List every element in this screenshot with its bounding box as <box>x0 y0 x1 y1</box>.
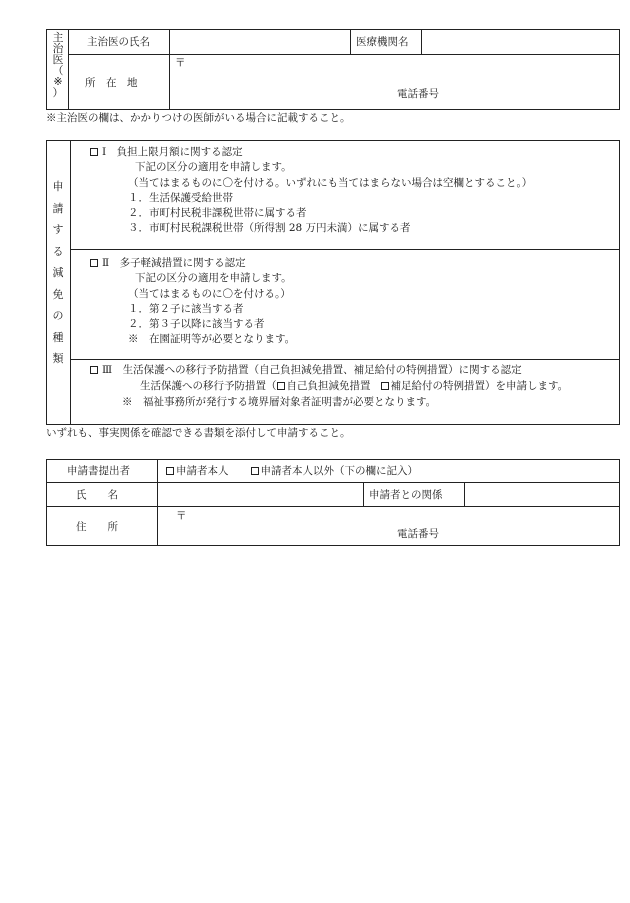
doctor-side-char: ） <box>52 86 64 99</box>
relation-field[interactable] <box>466 484 618 504</box>
self-pay-reduction-checkbox[interactable] <box>277 382 285 390</box>
section2-checkbox[interactable] <box>90 259 98 267</box>
divider <box>464 482 465 506</box>
applicant-phone-label: 電話番号 <box>397 528 439 540</box>
doctor-name-field[interactable] <box>171 31 348 52</box>
submitter-label: 申請書提出者 <box>67 465 130 477</box>
applicant-address-field[interactable] <box>159 508 618 544</box>
doctor-address-label: 所 在 地 <box>85 77 138 89</box>
institution-field[interactable] <box>423 31 618 52</box>
doctor-side-char: ※ <box>53 75 63 88</box>
doctor-side-label <box>51 32 65 98</box>
doctor-name-label: 主治医の氏名 <box>87 36 150 48</box>
reduction-side-char: す <box>52 223 64 236</box>
divider <box>363 482 364 506</box>
submitter-options <box>166 464 418 478</box>
divider <box>350 29 351 54</box>
doctor-side-char: 医 <box>52 53 64 66</box>
reduction-side-char: の <box>52 309 64 322</box>
applicant-self-checkbox[interactable] <box>166 467 174 475</box>
section2-item-2[interactable]: ２．第３子以降に該当する者 <box>128 318 265 330</box>
reduction-side-label <box>51 176 65 370</box>
self-pay-reduction-label: 自己負担減免措置 <box>286 380 371 392</box>
supplementary-benefit-checkbox[interactable] <box>381 382 389 390</box>
section1-line2: （当てはまるものに〇を付ける。いずれにも当てはまらない場合は空欄とすること。） <box>128 177 533 189</box>
doctor-address-field[interactable] <box>171 56 618 108</box>
postal-mark: 〒 <box>175 57 186 69</box>
reduction-footer-note: いずれも、事実関係を確認できる書類を添付して申請すること。 <box>46 427 351 439</box>
reduction-side-char: 免 <box>52 287 64 301</box>
section3-line1-prefix: 生活保護への移行予防措置（ <box>140 380 277 392</box>
section2-title: Ⅱ 多子軽減措置に関する認定 <box>102 257 246 269</box>
divider <box>70 249 620 250</box>
divider <box>68 29 69 110</box>
section3-note: ※ 福祉事務所が発行する境界層対象者証明書が必要となります。 <box>122 396 437 408</box>
relation-label: 申請者との関係 <box>369 489 443 501</box>
reduction-side-char: 申 <box>52 180 64 193</box>
applicant-name-label: 氏 名 <box>76 489 118 501</box>
divider <box>421 29 422 54</box>
reduction-side-char: 種 <box>52 330 64 344</box>
applicant-name-field[interactable] <box>159 484 361 504</box>
section1-title-row <box>90 145 243 159</box>
divider <box>68 54 620 55</box>
institution-label: 医療機関名 <box>356 36 409 48</box>
divider <box>157 459 158 546</box>
section3-line1-suffix: ）を申請します。 <box>485 380 569 392</box>
applicant-other-checkbox[interactable] <box>251 467 259 475</box>
reduction-side-char: る <box>52 244 64 258</box>
divider <box>46 482 620 483</box>
reduction-side-char: 請 <box>52 201 64 215</box>
reduction-side-char: 減 <box>52 266 64 279</box>
section3-title-row <box>90 363 522 377</box>
section1-title: Ⅰ 負担上限月額に関する認定 <box>102 146 243 158</box>
divider <box>46 506 620 507</box>
section2-note: ※ 在園証明等が必要となります。 <box>128 333 296 345</box>
section1-line1: 下記の区分の適用を申請します。 <box>135 161 292 173</box>
doctor-side-char: 治 <box>52 42 64 55</box>
applicant-self-label: 申請者本人 <box>176 465 229 477</box>
applicant-other-label: 申請者本人以外（下の欄に記入） <box>260 465 418 477</box>
applicant-address-label: 住 所 <box>76 521 118 533</box>
divider <box>169 29 170 110</box>
section2-line1: 下記の区分の適用を申請します。 <box>135 272 292 284</box>
section1-item-1[interactable]: １．生活保護受給世帯 <box>128 192 233 204</box>
section2-line2: （当てはまるものに〇を付ける。） <box>128 288 291 300</box>
section3-title: Ⅲ 生活保護への移行予防措置（自己負担減免措置、補足給付の特例措置）に関する認定 <box>102 364 522 376</box>
section2-title-row <box>90 256 246 270</box>
doctor-side-char: （ <box>52 64 64 77</box>
doctor-side-char: 主 <box>52 31 64 44</box>
section1-checkbox[interactable] <box>90 148 98 156</box>
section1-item-3[interactable]: ３．市町村民税課税世帯（所得割 28 万円未満）に属する者 <box>128 222 411 234</box>
divider <box>70 359 620 360</box>
doctor-note: ※主治医の欄は、かかりつけの医師がいる場合に記載すること。 <box>46 112 351 124</box>
section3-line1 <box>140 379 568 393</box>
reduction-side-char: 類 <box>52 352 64 365</box>
supplementary-benefit-label: 補足給付の特例措置 <box>390 380 485 392</box>
doctor-phone-label: 電話番号 <box>397 88 439 100</box>
section1-item-2[interactable]: ２．市町村民税非課税世帯に属する者 <box>128 207 307 219</box>
divider <box>70 140 71 425</box>
section2-item-1[interactable]: １．第２子に該当する者 <box>128 303 244 315</box>
section3-checkbox[interactable] <box>90 366 98 374</box>
applicant-postal-mark: 〒 <box>176 510 187 522</box>
